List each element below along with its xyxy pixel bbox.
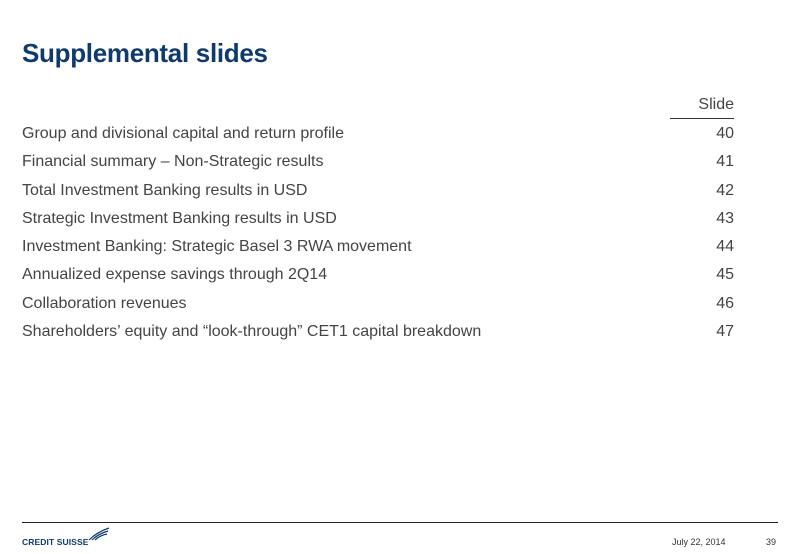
- list-item-slide-number: 42: [716, 181, 734, 199]
- list-item: [22, 261, 734, 289]
- list-item-label: Total Investment Banking results in USD: [22, 181, 308, 199]
- list-item-slide-number: 40: [716, 125, 734, 142]
- list-item: [22, 318, 734, 346]
- slide-column-header: Slide: [698, 96, 734, 113]
- list-item: [22, 290, 734, 318]
- list-item-slide-number: 41: [716, 153, 734, 171]
- sail-logo-icon: [88, 527, 110, 541]
- list-item: [22, 233, 734, 261]
- list-item-slide-number: 45: [716, 266, 734, 284]
- list-item: [22, 205, 734, 233]
- list-item-label: Investment Banking: Strategic Basel 3 RWA movement: [22, 238, 412, 256]
- list-item: [22, 120, 734, 148]
- footer-rule: [22, 522, 778, 523]
- list-item-label: Annualized expense savings through 2Q14: [22, 266, 328, 284]
- footer-date: July 22, 2014: [672, 537, 726, 547]
- list-item-label: Group and divisional capital and return profile: [22, 125, 344, 142]
- list-item-slide-number: 44: [716, 238, 734, 256]
- list-item-label: Strategic Investment Banking results in USD: [22, 209, 337, 227]
- contents-list: [22, 120, 734, 346]
- list-item-slide-number: 43: [716, 209, 734, 227]
- list-item-label: Financial summary – Non-Strategic results: [22, 153, 324, 171]
- logo-text: CREDIT SUISSE: [22, 537, 89, 547]
- list-item: [22, 148, 734, 176]
- list-item-slide-number: 46: [716, 294, 734, 312]
- credit-suisse-logo: [22, 527, 114, 549]
- list-item: [22, 177, 734, 205]
- page-number: 39: [766, 537, 777, 547]
- list-item-label: Collaboration revenues: [22, 294, 187, 312]
- list-item-label: Shareholders’ equity and “look-through” CET1 capital breakdown: [22, 323, 482, 341]
- column-header-rule: [670, 118, 734, 119]
- slide-title: Supplemental slides: [22, 38, 268, 68]
- list-item-slide-number: 47: [716, 323, 734, 341]
